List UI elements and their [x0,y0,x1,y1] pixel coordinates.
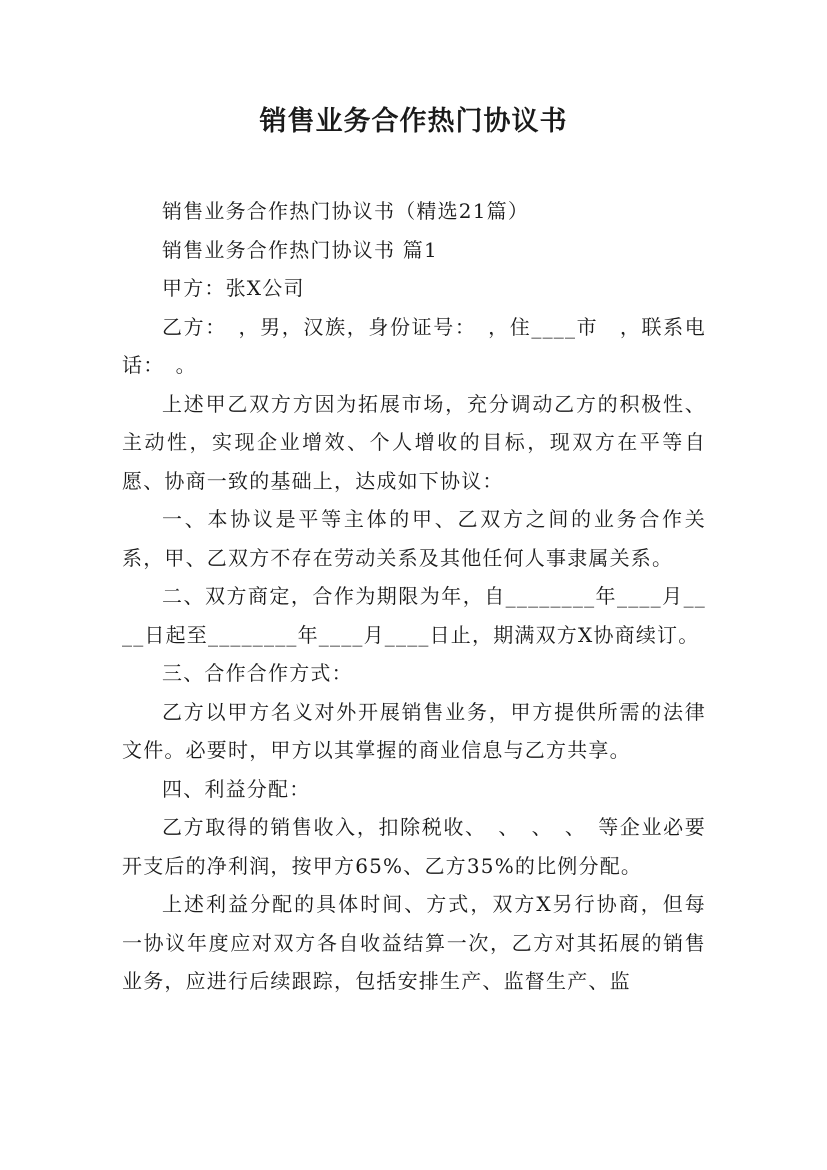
clause-4-detail-paragraph: 上述利益分配的具体时间、方式，双方X另行协商，但每一协议年度应对双方各自收益结算一次，乙方对其拓展的销售业务，应进行后续跟踪，包括安排生产、监督生产、监 [122,892,706,993]
clause-3-heading: 三、合作合作方式： [162,661,353,685]
party-b-line: 乙方： ，男，汉族，身份证号： ，住____市 ，联系电话： 。 [122,314,706,377]
clause-3-paragraph: 乙方以甲方名义对外开展销售业务，甲方提供所需的法律文件。必要时，甲方以其掌握的商业信息与乙方共享。 [122,699,706,762]
document-title: 销售业务合作热门协议书 [259,106,568,137]
party-a-line: 甲方：张X公司 [162,276,305,300]
document-body [122,192,706,1001]
clause-2-paragraph: 二、双方商定，合作为期限为年，自________年____月____日起至________年____月____日止，期满双方X协商续订。 [122,584,706,647]
clause-1-paragraph: 一、本协议是平等主体的甲、乙双方之间的业务合作关系，甲、乙双方不存在劳动关系及其他任何人事隶属关系。 [122,507,706,570]
section-heading: 销售业务合作热门协议书 篇1 [162,237,438,262]
clause-4-paragraph: 乙方取得的销售收入，扣除税收、 、 、 、 等企业必要开支后的净利润，按甲方65%、乙方35%的比例分配。 [122,815,706,878]
clause-4-heading: 四、利益分配： [162,776,311,801]
subtitle-line: 销售业务合作热门协议书（精选21篇） [162,199,530,223]
preamble-paragraph: 上述甲乙双方方因为拓展市场，充分调动乙方的积极性、主动性，实现企业增效、个人增收的目标，现双方在平等自愿、协商一致的基础上，达成如下协议： [122,391,706,493]
